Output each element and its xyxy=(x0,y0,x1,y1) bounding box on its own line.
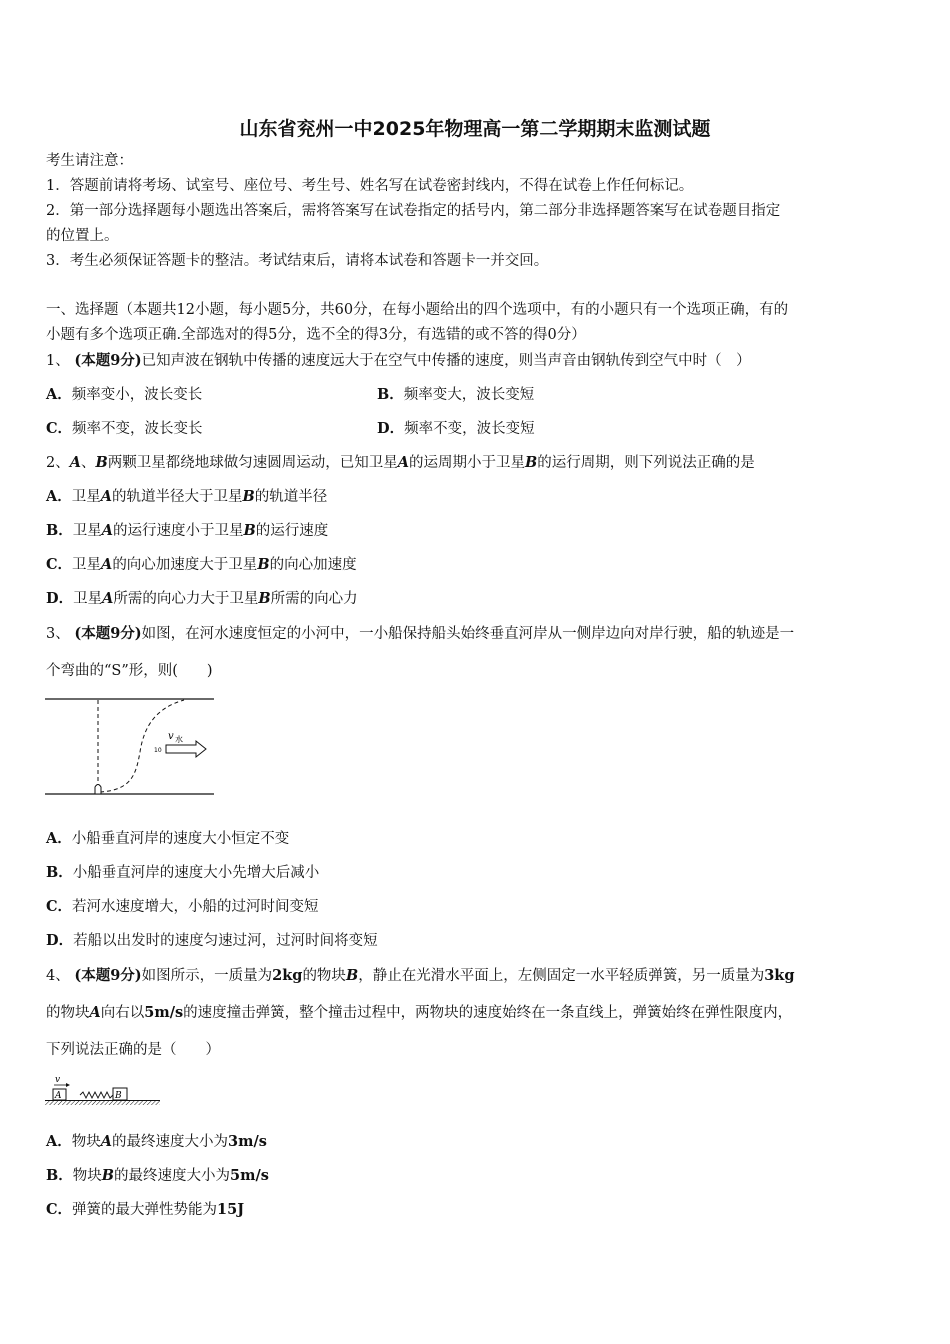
var-a: A xyxy=(102,590,114,607)
option-text: 弹簧的最大弹性势能为 xyxy=(72,1202,218,1218)
var-b: B xyxy=(242,488,255,505)
q2-option-d[interactable] xyxy=(46,590,358,608)
spring-icon xyxy=(80,1092,113,1098)
var-b: B xyxy=(257,556,270,573)
var-a: A xyxy=(89,1004,101,1021)
option-text: 频率变大，波长变短 xyxy=(403,387,535,403)
notice-item-3: 3．考生必须保证答题卡的整洁。考试结束后，请将本试卷和答题卡一并交回。 xyxy=(46,253,549,269)
q3-option-b[interactable] xyxy=(46,864,319,882)
option-text: 卫星 xyxy=(71,489,101,505)
question-4-stem-line1 xyxy=(46,967,794,985)
question-text: ，静止在光滑水平面上，左侧固定一水平轻质弹簧，另一质量为 xyxy=(358,968,765,984)
q3-option-c[interactable] xyxy=(46,898,319,916)
velocity-label: v xyxy=(55,1075,61,1085)
option-text: 若河水速度增大，小船的过河时间变短 xyxy=(72,899,319,915)
s-shaped-trajectory xyxy=(100,700,184,792)
section-heading-line1: 一、选择题（本题共12小题，每小题5分，共60分，在每小题给出的四个选项中，有的小题只有一个选项正确，有的 xyxy=(46,302,789,318)
option-label: A． xyxy=(46,488,72,505)
question-text: 已知声波在钢轨中传播的速度远大于在空气中传播的速度，则当声音由钢轨传到空气中时（ ） xyxy=(141,353,751,369)
notice-item-1: 1．答题前请将考场、试室号、座位号、考生号、姓名写在试卷密封线内，不得在试卷上作任何标记。 xyxy=(46,178,694,194)
page-title: 山东省兖州一中2025年物理高一第二学期期末监测试题 xyxy=(239,118,711,140)
var-a: A xyxy=(397,454,410,471)
option-text: 物块 xyxy=(72,1168,102,1184)
option-text: 若船以出发时的速度匀速过河，过河时间将变短 xyxy=(73,933,378,949)
river-crossing-figure xyxy=(44,694,216,798)
option-label: D． xyxy=(377,420,405,437)
option-label: C． xyxy=(46,556,73,573)
velocity-subscript: 水 xyxy=(175,735,183,744)
q1-option-d[interactable] xyxy=(377,420,535,438)
question-4-stem-line3: 下列说法正确的是（ ） xyxy=(46,1042,220,1058)
text-part: 的运行周期，则下列说法正确的是 xyxy=(537,455,755,471)
mass-a: 3kg xyxy=(764,967,795,984)
question-1-stem xyxy=(46,352,751,370)
option-text: 小船垂直河岸的速度大小先增大后减小 xyxy=(72,865,320,881)
notice-item-2-cont: 的位置上。 xyxy=(46,228,119,244)
q2-option-b[interactable] xyxy=(46,522,328,540)
var-b: B xyxy=(258,590,271,607)
option-text: 物块 xyxy=(71,1134,101,1150)
option-value: 5m/s xyxy=(230,1167,269,1184)
option-label: B． xyxy=(46,864,73,881)
q4-option-b[interactable] xyxy=(46,1167,269,1185)
var-a: A xyxy=(100,1133,113,1150)
option-text: 的轨道半径大于卫星 xyxy=(112,489,243,505)
var-b: B xyxy=(345,967,359,984)
question-text: 的物块 xyxy=(302,968,346,984)
q2-option-c[interactable] xyxy=(46,556,357,574)
q4-option-a[interactable] xyxy=(46,1133,267,1151)
speed-value: 5m/s xyxy=(144,1004,184,1021)
option-text: 所需的向心力大于卫星 xyxy=(113,591,259,607)
question-text: 如图所示，一质量为 xyxy=(141,968,273,984)
var-a: A xyxy=(100,488,113,505)
var-a: A xyxy=(101,556,113,573)
question-number: 3、 xyxy=(46,626,70,642)
option-text: 的最终速度大小为 xyxy=(114,1168,231,1184)
option-label: A． xyxy=(46,386,72,403)
question-text: 的速度撞击弹簧，整个撞击过程中，两物块的速度始终在一条直线上，弹簧始终在弹性限度内， xyxy=(183,1005,793,1021)
option-value: 15J xyxy=(217,1201,245,1218)
option-text: 频率变小，波长变长 xyxy=(71,387,203,403)
option-text: 频率不变，波长变长 xyxy=(72,421,203,437)
notice-heading: 考生请注意： xyxy=(46,153,133,169)
velocity-label: v xyxy=(168,731,174,742)
question-number: 1、 xyxy=(46,353,70,369)
var-b: B xyxy=(243,522,256,539)
option-label: A． xyxy=(46,830,72,847)
option-text: 小船垂直河岸的速度大小恒定不变 xyxy=(71,831,290,847)
water-velocity-arrow-icon xyxy=(166,741,206,757)
var-a: A xyxy=(69,454,81,471)
question-text: 向右以 xyxy=(100,1005,145,1021)
option-label: B． xyxy=(46,1167,73,1184)
var-a: A xyxy=(101,522,114,539)
question-number: 4、 xyxy=(46,968,70,984)
notice-item-2: 2．第一部分选择题每小题选出答案后，需将答案写在试卷指定的括号内，第二部分非选择题答案写在试卷题目指定 xyxy=(46,203,781,219)
text-part: 的运周期小于卫星 xyxy=(409,455,526,471)
question-2-stem xyxy=(46,454,755,472)
boat-icon xyxy=(95,785,101,795)
q1-option-a[interactable] xyxy=(46,386,202,404)
q3-option-a[interactable] xyxy=(46,830,289,848)
option-label: D． xyxy=(46,932,74,949)
var-b: B xyxy=(95,454,108,471)
q3-option-d[interactable] xyxy=(46,932,378,950)
mass-b: 2kg xyxy=(272,967,303,984)
option-label: B． xyxy=(377,386,404,403)
question-3-stem-line2: 个弯曲的“S”形，则( ) xyxy=(46,663,213,679)
option-label: D． xyxy=(46,590,74,607)
option-label: C． xyxy=(46,1201,73,1218)
option-text: 卫星 xyxy=(73,591,103,607)
option-label: C． xyxy=(46,898,73,915)
question-text: 如图，在河水速度恒定的小河中，一小船保持船头始终垂直河岸从一侧岸边向对岸行驶，船的轨迹是一 xyxy=(141,626,795,642)
option-value: 3m/s xyxy=(228,1133,267,1150)
var-b: B xyxy=(101,1167,115,1184)
option-label: A． xyxy=(46,1133,72,1150)
q2-option-a[interactable] xyxy=(46,488,327,506)
option-text: 频率不变，波长变短 xyxy=(404,421,535,437)
q4-option-c[interactable] xyxy=(46,1201,244,1219)
question-text: 的物块 xyxy=(46,1005,90,1021)
q1-option-c[interactable] xyxy=(46,420,203,438)
option-text: 的最终速度大小为 xyxy=(112,1134,229,1150)
option-text: 的运行速度 xyxy=(255,523,329,539)
block-a-label: A xyxy=(55,1091,62,1101)
text-part: 、 xyxy=(81,455,96,471)
q1-option-b[interactable] xyxy=(377,386,534,404)
text-part: 两颗卫星都绕地球做匀速圆周运动，已知卫星 xyxy=(107,455,398,471)
option-text: 的向心加速度大于卫星 xyxy=(112,557,258,573)
question-3-stem-line1 xyxy=(46,625,794,643)
option-text: 的运行速度小于卫星 xyxy=(113,523,244,539)
spring-blocks-figure xyxy=(44,1072,162,1110)
option-text: 的向心加速度 xyxy=(269,557,357,573)
question-score: (本题9分) xyxy=(74,967,142,984)
var-b: B xyxy=(525,454,538,471)
option-text: 的轨道半径 xyxy=(254,489,328,505)
block-b-label: B xyxy=(115,1091,122,1101)
option-text: 卫星 xyxy=(72,523,102,539)
question-4-stem-line2 xyxy=(46,1004,792,1022)
question-score: (本题9分) xyxy=(74,352,142,369)
small-label: 10 xyxy=(154,747,162,754)
question-number: 2、 xyxy=(46,455,70,471)
option-label: C． xyxy=(46,420,73,437)
option-label: B． xyxy=(46,522,73,539)
option-text: 卫星 xyxy=(72,557,102,573)
ground-hatch xyxy=(45,1101,160,1105)
section-heading-line2: 小题有多个选项正确.全部选对的得5分，选不全的得3分，有选错的或不答的得0分） xyxy=(46,327,586,343)
option-text: 所需的向心力 xyxy=(270,591,358,607)
question-score: (本题9分) xyxy=(74,625,142,642)
